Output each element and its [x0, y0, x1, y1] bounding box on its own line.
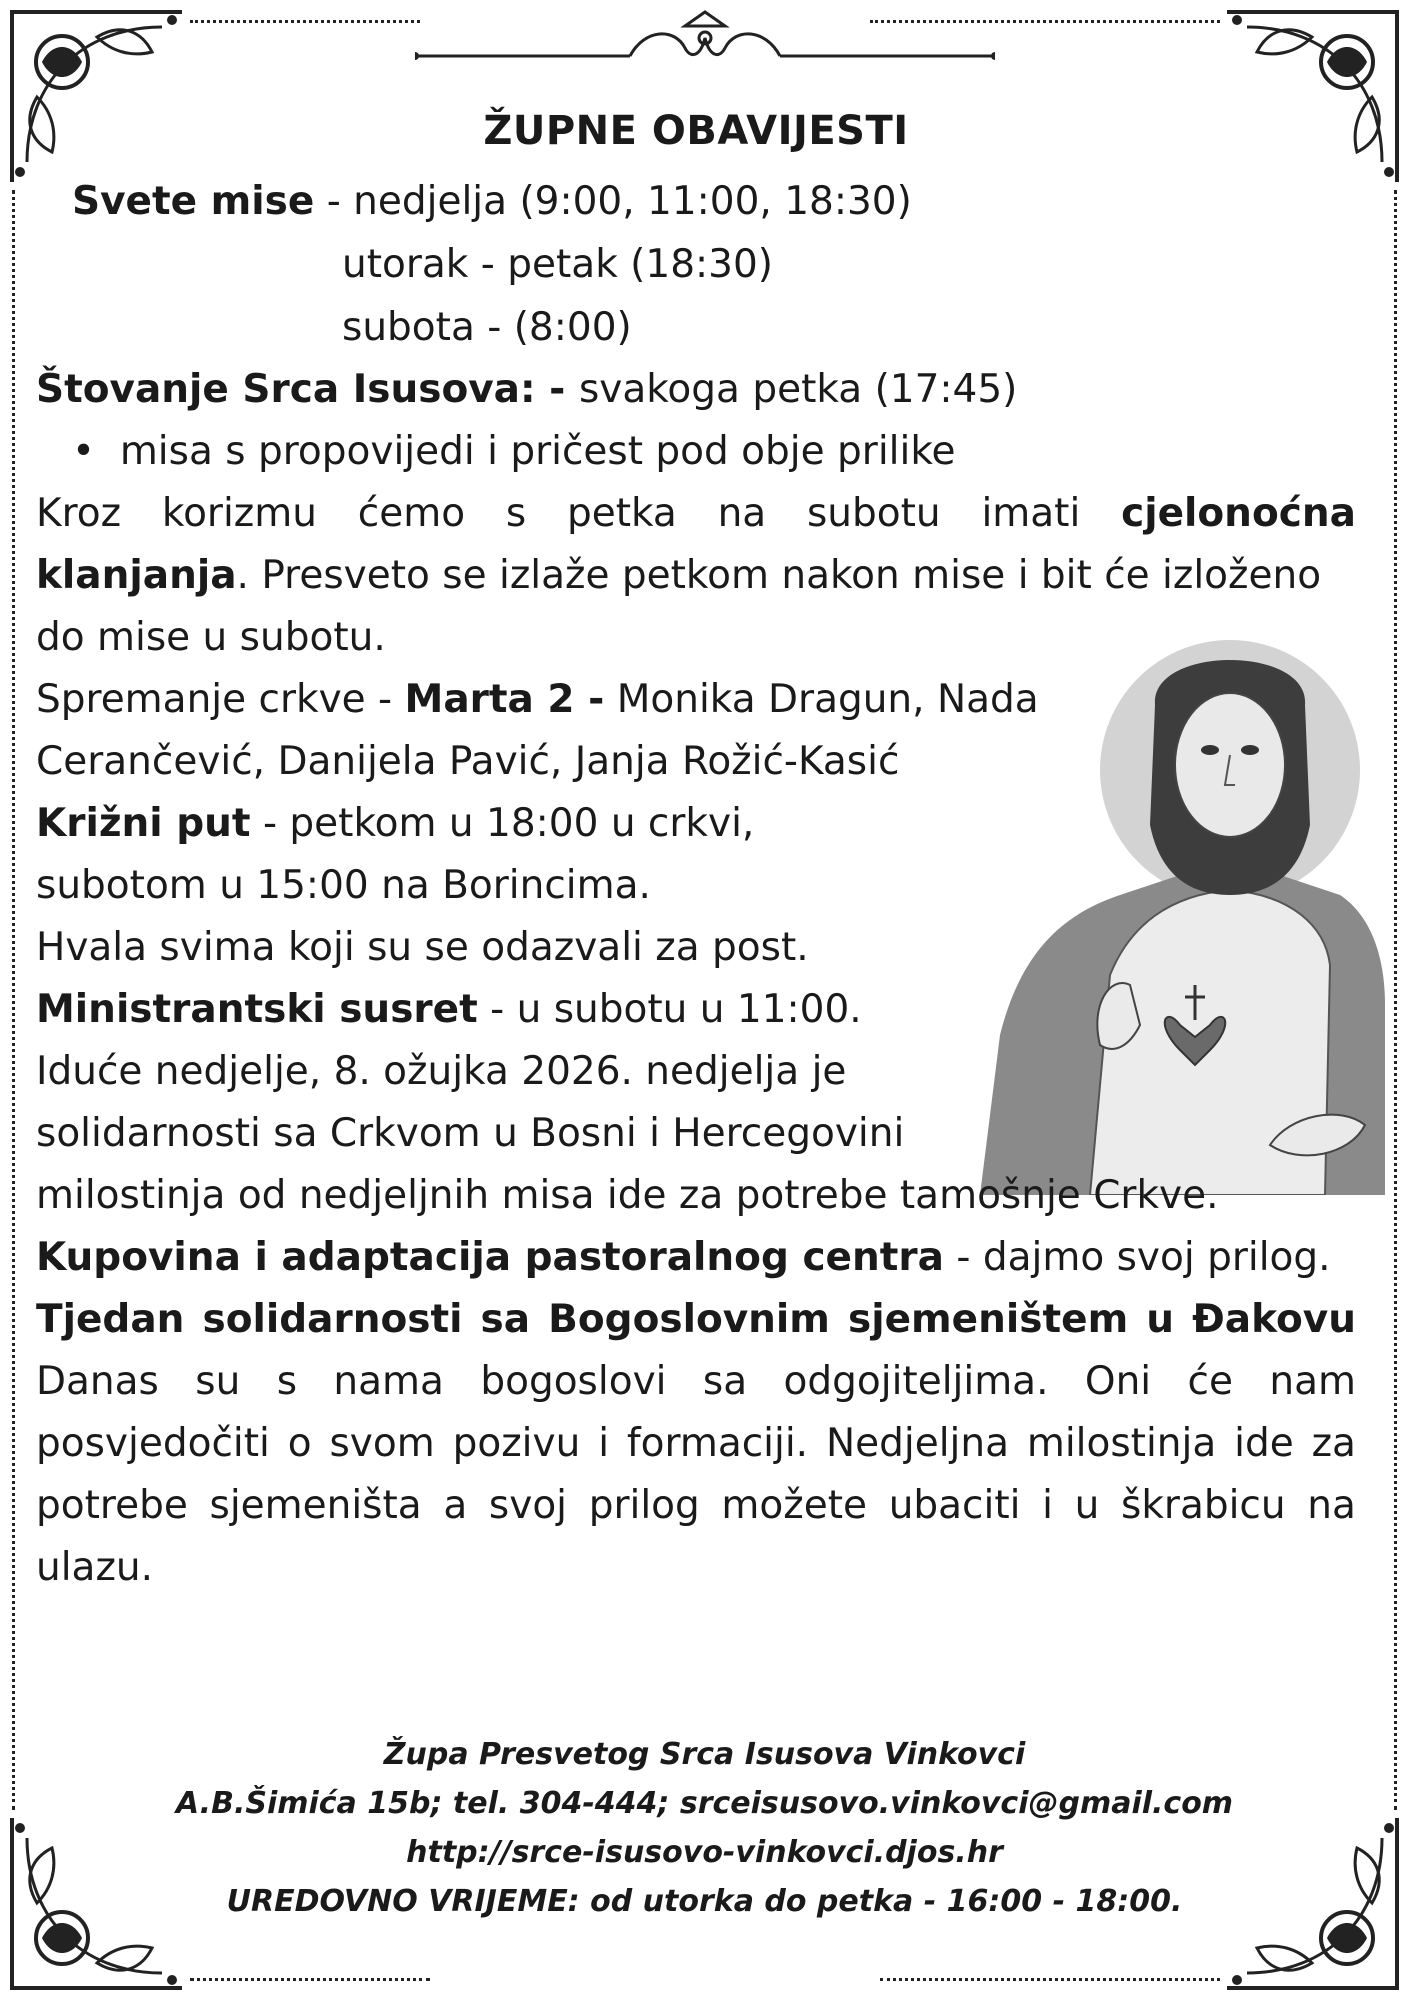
thanks-text: Hvala svima koji su se odazvali za post. — [36, 925, 809, 970]
heart-label: Štovanje Srca Isusova: - — [36, 367, 579, 412]
page-title: ŽUPNE OBAVIJESTI — [483, 108, 909, 154]
seminary-line-3: potrebe sjemeništa a svoj prilog možete ubaciti i u škrabicu na — [36, 1483, 1356, 1528]
lent-line-2: klanjanja. Presveto se izlaže petkom nakon mise i bit će izloženo — [36, 553, 1322, 598]
seminary-line-1: Danas su s nama bogoslovi sa odgojiteljima. Oni će nam — [36, 1359, 1356, 1404]
masses-saturday: subota - (8:00) — [342, 305, 632, 350]
seminary-line-4: ulazu. — [36, 1545, 154, 1590]
lent-line-3: do mise u subotu. — [36, 615, 386, 660]
bottom-right-border — [880, 1978, 1220, 1981]
right-border — [1394, 190, 1397, 1810]
church-cleaning-names: Cerančević, Danijela Pavić, Janja Rožić-Kasić — [36, 739, 900, 784]
masses-weekdays: utorak - petak (18:30) — [342, 242, 773, 287]
heart-bullet: • misa s propovijedi i pričest pod obje prilike — [72, 429, 956, 474]
footer-parish-name: Župa Presvetog Srca Isusova Vinkovci — [383, 1737, 1026, 1772]
bottom-left-border — [190, 1978, 430, 1981]
footer-address[interactable]: A.B.Šimića 15b; tel. 304-444; srceisusovo.vinkovci@gmail.com — [175, 1786, 1234, 1821]
heart-devotion: Štovanje Srca Isusova: - svakoga petka (17:45) — [36, 367, 1018, 412]
top-ornament-icon — [415, 8, 995, 68]
seminary-line-2: posvjedočiti o svom pozivu i formaciji. Nedjeljna milostinja ide za — [36, 1421, 1356, 1466]
stations-saturday: subotom u 15:00 na Borincima. — [36, 863, 651, 908]
corner-ornament-top-left-icon — [2, 2, 192, 192]
masses-label: Svete mise — [72, 179, 315, 224]
lent-line-1: Kroz korizmu ćemo s petka na subotu imati cjelonoćna — [36, 491, 1356, 536]
seminary-heading: Tjedan solidarnosti sa Bogoslovnim sjemeništem u Đakovu — [36, 1297, 1356, 1342]
church-cleaning: Spremanje crkve - Marta 2 - Monika Dragun, Nada — [36, 677, 1039, 722]
solidarity-line-1: Iduće nedjelje, 8. ožujka 2026. nedjelja je — [36, 1049, 847, 1094]
footer-website-link[interactable]: http://srce-isusovo-vinkovci.djos.hr — [406, 1835, 1003, 1870]
solidarity-line-3: milostinja od nedjeljnih misa ide za potrebe tamošnje Crkve. — [36, 1173, 1219, 1218]
solidarity-line-2: solidarnosti sa Crkvom u Bosni i Hercegovini — [36, 1111, 905, 1156]
stations-of-cross: Križni put - petkom u 18:00 u crkvi, — [36, 801, 755, 846]
top-left-border — [190, 20, 420, 23]
masses-sunday: Svete mise - nedjelja (9:00, 11:00, 18:30) — [72, 179, 912, 224]
corner-ornament-top-right-icon — [1217, 2, 1407, 192]
footer-office-hours: UREDOVNO VRIJEME: od utorka do petka - 16:00 - 18:00. — [226, 1884, 1183, 1919]
altar-servers-meeting: Ministrantski susret - u subotu u 11:00. — [36, 987, 862, 1032]
pastoral-center: Kupovina i adaptacija pastoralnog centra - dajmo svoj prilog. — [36, 1235, 1331, 1280]
face — [1175, 693, 1285, 837]
sacred-heart-jesus-illustration — [980, 625, 1385, 1195]
left-border — [12, 190, 15, 1810]
